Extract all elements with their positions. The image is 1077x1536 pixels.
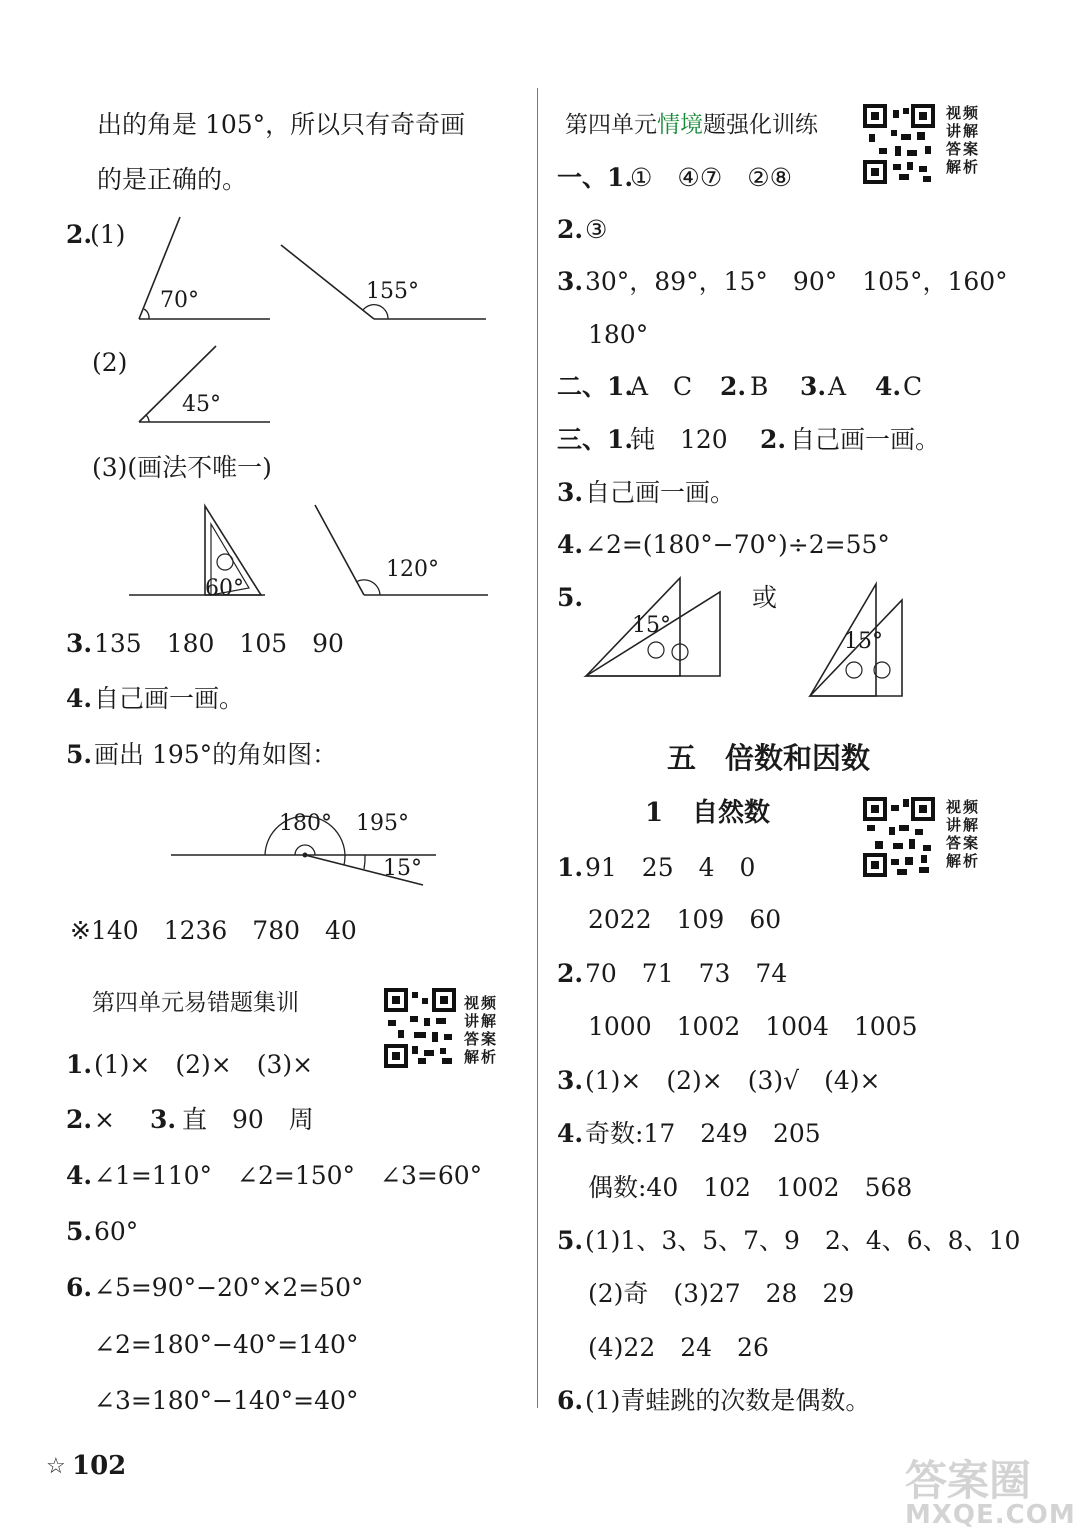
angle-155-figure (278, 240, 493, 330)
answer-text: ③ (585, 215, 608, 244)
question-number: 4. (557, 530, 584, 559)
answer-text: 135 180 105 90 (94, 629, 344, 658)
angle-195-figure (168, 790, 438, 890)
angle-120-figure (312, 500, 497, 600)
question-number: 4. (875, 372, 902, 401)
qr-label: 视频讲解答案解析 (464, 994, 499, 1066)
question-number: 3. (800, 372, 827, 401)
answer-text: (2)奇 (3)27 28 29 (588, 1279, 855, 1308)
answer-text: 180° (588, 320, 649, 349)
question-number: 5. (557, 583, 584, 612)
text-line: 的是正确的。 (97, 165, 248, 194)
answer-text: 奇数:17 249 205 (585, 1119, 821, 1148)
question-number: 2. (720, 372, 747, 401)
chapter-title: 五 倍数和因数 (667, 741, 871, 775)
answer-text: 钝 120 (630, 425, 728, 454)
qr-label: 视频讲解答案解析 (946, 104, 981, 176)
answer-text: 或 (752, 583, 778, 612)
question-number: 2. (66, 220, 93, 249)
question-number: 4. (557, 1119, 584, 1148)
answer-text: ∠2=(180°−70°)÷2=55° (585, 530, 890, 559)
answer-text: 70 71 73 74 (585, 959, 788, 988)
question-number: 2. (66, 1105, 93, 1134)
answer-text: 30°，89°，15° 90° 105°，160° (585, 267, 1008, 296)
question-number: 6. (66, 1273, 93, 1302)
question-number: 3. (150, 1105, 177, 1134)
question-number: 3. (557, 478, 584, 507)
star-icon: ☆ (46, 1454, 66, 1479)
angle-45-figure (130, 340, 280, 430)
angle-70-figure (130, 210, 280, 325)
angle-60-figure (125, 498, 275, 603)
answer-text: C (903, 372, 923, 401)
answer-text: ① ④⑦ ②⑧ (630, 163, 793, 192)
extra-answer: ※140 1236 780 40 (70, 916, 357, 945)
sub-label: (3)(画法不唯一) (92, 453, 272, 482)
answer-text: B (750, 372, 769, 401)
question-number: 5. (66, 740, 93, 769)
question-number: 三、1. (557, 425, 634, 454)
angle-label: 45° (182, 392, 221, 417)
qr-label: 视频讲解答案解析 (946, 798, 981, 870)
answer-text: A C (630, 372, 693, 401)
answer-text: (1)青蛙跳的次数是偶数。 (585, 1386, 871, 1415)
answer-text: 直 90 周 (182, 1105, 314, 1134)
set-square-figure-a (580, 572, 730, 682)
question-number: 6. (557, 1386, 584, 1415)
sub-label: (2) (92, 348, 128, 377)
question-number: 1. (557, 853, 584, 882)
question-number: 5. (66, 1217, 93, 1246)
qr-code-icon[interactable] (384, 988, 456, 1068)
question-number: 1. (66, 1050, 93, 1079)
answer-text: 自己画一画。 (585, 478, 736, 507)
answer-text: (1)× (2)× (3)× (94, 1050, 314, 1079)
page-number: 102 (72, 1451, 127, 1481)
answer-text: ∠5=90°−20°×2=50° (94, 1273, 364, 1302)
question-number: 4. (66, 1161, 93, 1190)
angle-label: 15° (632, 613, 671, 638)
question-number: 4. (66, 684, 93, 713)
angle-label: 15° (844, 629, 883, 654)
answer-text: 91 25 4 0 (585, 853, 756, 882)
answer-text: 2022 109 60 (588, 905, 782, 934)
answer-text: A (828, 372, 847, 401)
answer-text: 偶数:40 102 1002 568 (588, 1173, 913, 1202)
question-number: 3. (557, 1066, 584, 1095)
column-divider (537, 88, 538, 1408)
lesson-number: 1 (645, 798, 664, 828)
section-title: 第四单元易错题集训 (92, 990, 299, 1016)
answer-text: (4)22 24 26 (588, 1333, 769, 1362)
answer-text: × (94, 1105, 115, 1134)
answer-text: 1000 1002 1004 1005 (588, 1012, 918, 1041)
angle-label: 120° (386, 557, 439, 582)
watermark-logo: 答案圈 (905, 1456, 1032, 1505)
answer-text: 自己画一画。 (790, 425, 941, 454)
question-number: 3. (66, 629, 93, 658)
question-number: 2. (760, 425, 787, 454)
angle-label: 15° (383, 856, 422, 881)
answer-text: 自己画一画。 (94, 684, 245, 713)
answer-text: ∠3=180°−140°=40° (94, 1386, 359, 1415)
question-number: 2. (557, 215, 584, 244)
answer-text: 画出 195°的角如图： (94, 740, 338, 769)
answer-text: 60° (94, 1217, 139, 1246)
question-number: 二、1. (557, 372, 634, 401)
watermark-url: MXQE.COM (905, 1500, 1076, 1530)
answer-text: (1)× (2)× (3)√ (4)× (585, 1066, 881, 1095)
qr-code-icon[interactable] (863, 104, 935, 184)
sub-label: (1) (90, 220, 126, 249)
question-number: 一、1. (557, 163, 634, 192)
lesson-title: 自然数 (692, 798, 771, 828)
question-number: 3. (557, 267, 584, 296)
question-number: 2. (557, 959, 584, 988)
set-square-figure-b (804, 578, 934, 703)
angle-label: 70° (160, 288, 199, 313)
question-number: 5. (557, 1226, 584, 1255)
text-line: 出的角是 105°，所以只有奇奇画 (97, 110, 466, 139)
section-title: 第四单元情境题强化训练 (565, 112, 818, 138)
answer-text: ∠1=110° ∠2=150° ∠3=60° (94, 1161, 483, 1190)
angle-label: 180° (279, 811, 332, 836)
answer-text: (1)1、3、5、7、9 2、4、6、8、10 (585, 1226, 1021, 1255)
angle-label: 60° (205, 576, 244, 601)
answer-text: ∠2=180°−40°=140° (94, 1330, 359, 1359)
angle-label: 155° (366, 279, 419, 304)
qr-code-icon[interactable] (863, 797, 935, 877)
angle-label: 195° (356, 811, 409, 836)
